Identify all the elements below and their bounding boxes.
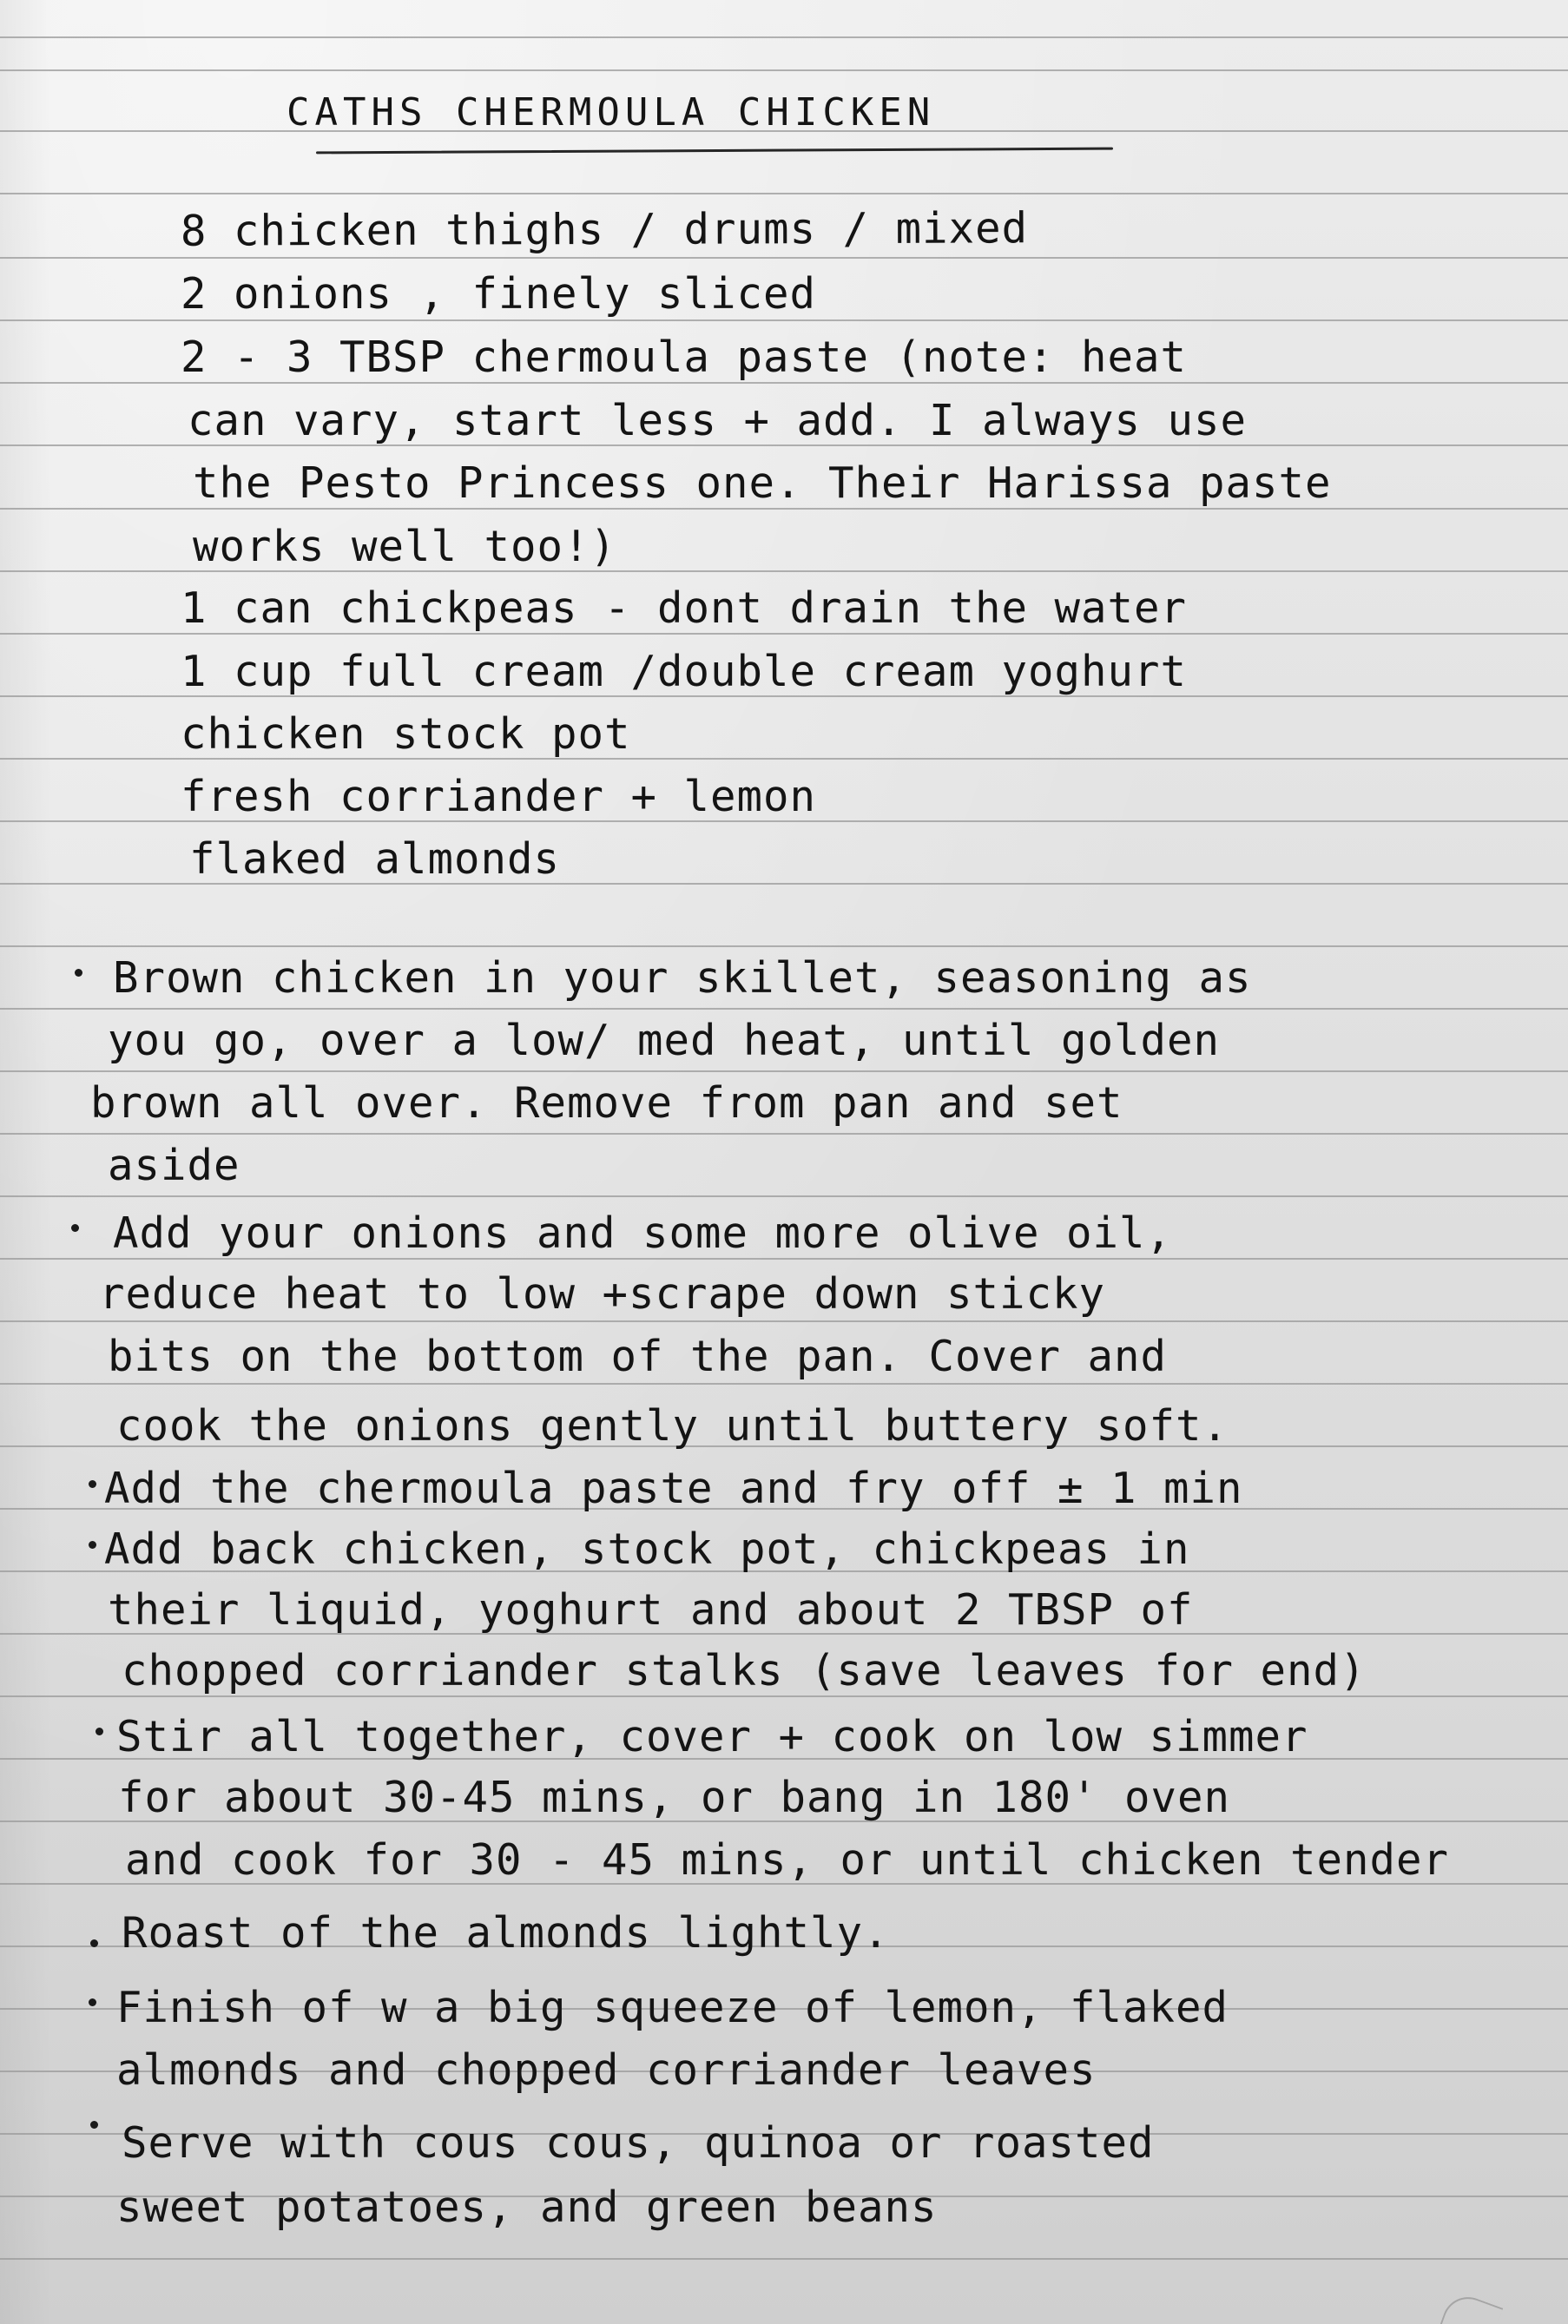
method-line: cook the onions gently until buttery soft.	[116, 1401, 1229, 1451]
bullet-dot	[90, 1939, 98, 1947]
method-line: reduce heat to low +scrape down sticky	[99, 1269, 1106, 1319]
ingredient-line: 2 - 3 TBSP chermoula paste (note: heat	[181, 332, 1188, 382]
ruled-line	[0, 193, 1568, 194]
ruled-line	[0, 1195, 1568, 1197]
ruled-line	[0, 2258, 1568, 2260]
method-line: Add back chicken, stock pot, chickpeas in	[104, 1524, 1190, 1574]
page-shadow	[0, 0, 52, 2324]
method-line: their liquid, yoghurt and about 2 TBSP of	[108, 1585, 1194, 1635]
ingredient-line: flaked almonds	[189, 834, 561, 884]
method-line: sweet potatoes, and green beans	[116, 2182, 938, 2232]
method-line: Finish of w a big squeeze of lemon, flaked	[116, 1983, 1229, 2032]
ruled-line	[0, 1320, 1568, 1322]
method-line: bits on the bottom of the pan. Cover and	[108, 1332, 1168, 1381]
method-line: Add the chermoula paste and fry off ± 1 min	[104, 1464, 1243, 1513]
method-line: chopped corriander stalks (save leaves for end)	[122, 1646, 1367, 1695]
ruled-line	[0, 36, 1568, 38]
ingredient-line: the Pesto Princess one. Their Harissa paste	[193, 458, 1332, 508]
ruled-line	[0, 1070, 1568, 1072]
ingredient-line: 2 onions , finely sliced	[181, 269, 817, 319]
method-line: Brown chicken in your skillet, seasoning as	[113, 953, 1252, 1003]
ingredient-line: 8 chicken thighs / drums / mixed	[180, 203, 1029, 256]
ruled-line	[0, 382, 1568, 384]
ingredient-line: can vary, start less + add. I always use	[188, 396, 1248, 445]
ruled-line	[0, 69, 1568, 71]
ingredient-line: works well too!)	[193, 522, 617, 571]
method-line: Roast of the almonds lightly.	[122, 1908, 890, 1958]
method-line: you go, over a low/ med heat, until golden	[108, 1016, 1221, 1065]
bullet-dot	[71, 1224, 79, 1232]
bullet-dot	[89, 1480, 96, 1488]
method-line: almonds and chopped corriander leaves	[116, 2045, 1097, 2095]
method-line: Stir all together, cover + cook on low simmer	[116, 1712, 1308, 1761]
bullet-dot	[89, 1541, 96, 1549]
ingredient-line: 1 can chickpeas - dont drain the water	[181, 583, 1188, 633]
method-line: Serve with cous cous, quinoa or roasted	[122, 2118, 1155, 2168]
ruled-line	[0, 945, 1568, 947]
method-line: brown all over. Remove from pan and set	[90, 1078, 1123, 1128]
ruled-line	[0, 1008, 1568, 1010]
bullet-dot	[90, 2121, 98, 2129]
title-underline	[316, 148, 1113, 155]
ingredient-line: chicken stock pot	[181, 709, 631, 759]
method-line: for about 30-45 mins, or bang in 180' oven	[118, 1773, 1231, 1822]
ruled-line	[0, 1133, 1568, 1135]
ruled-line	[0, 1383, 1568, 1385]
ingredient-line: fresh corriander + lemon	[181, 772, 817, 821]
ruled-line	[0, 508, 1568, 510]
bullet-dot	[89, 1998, 96, 2006]
ruled-line	[0, 319, 1568, 321]
method-line: Add your onions and some more olive oil,	[113, 1208, 1173, 1258]
ruled-line	[0, 257, 1568, 259]
method-line: aside	[108, 1141, 240, 1190]
bullet-dot	[96, 1728, 103, 1735]
ruled-line	[0, 1695, 1568, 1697]
method-line: and cook for 30 - 45 mins, or until chicken tender	[125, 1835, 1450, 1885]
ruled-line	[0, 1258, 1568, 1260]
ruled-line	[0, 633, 1568, 635]
bullet-dot	[75, 969, 82, 977]
page-corner-scribble	[1440, 2290, 1504, 2324]
ingredient-line: 1 cup full cream /double cream yoghurt	[181, 647, 1188, 696]
recipe-title: CATHS CHERMOULA CHICKEN	[287, 90, 936, 135]
